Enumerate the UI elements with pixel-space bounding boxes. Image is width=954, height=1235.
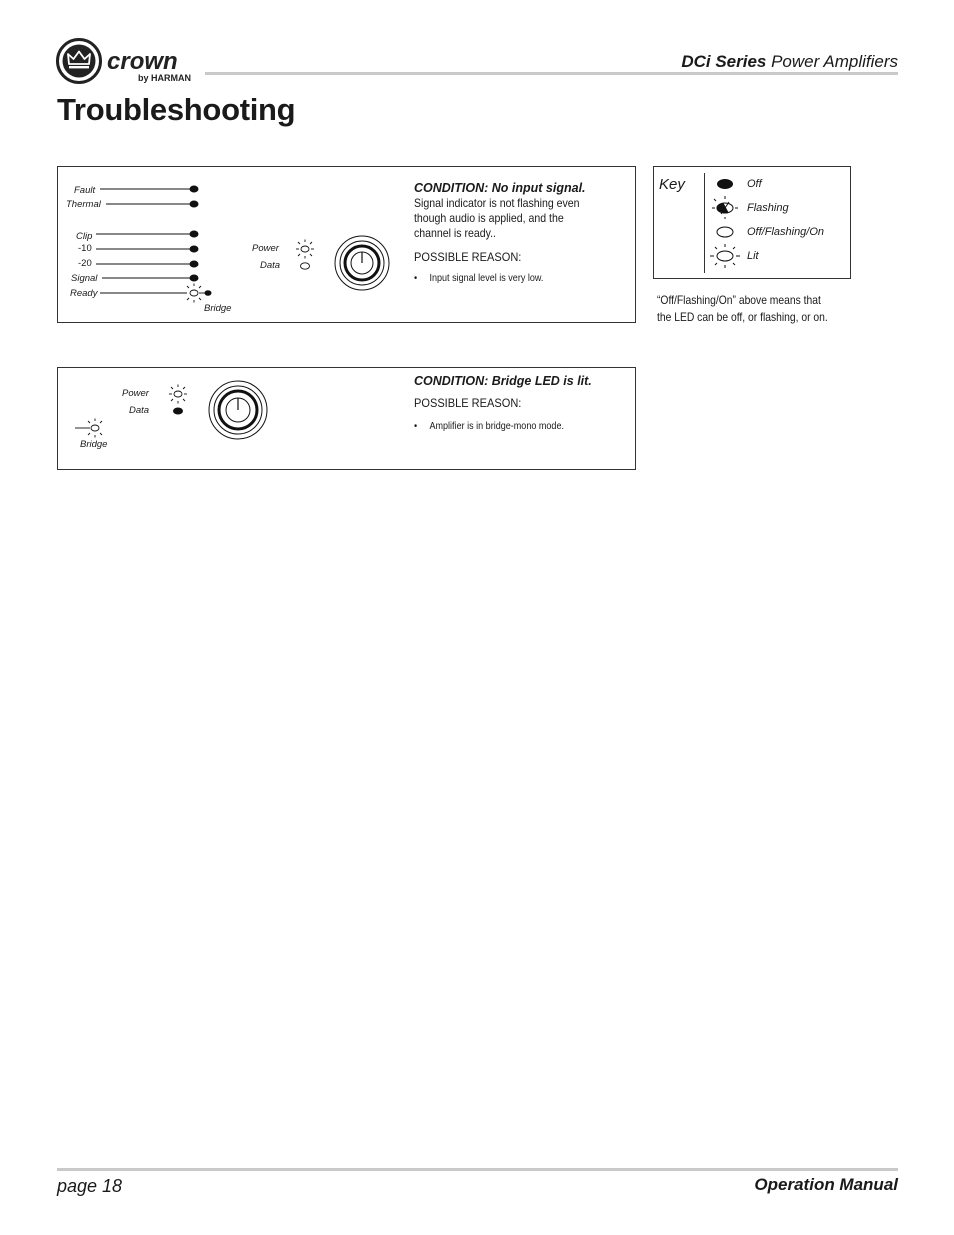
reason-item: • Input signal level is very low. (414, 272, 544, 284)
power-led-icon (169, 385, 187, 404)
condition-title: CONDITION: Bridge LED is lit. (414, 374, 592, 388)
key-label-off-flashing-on: Off/Flashing/On (747, 226, 825, 238)
power-knob-icon (335, 236, 389, 290)
bridge-label: Bridge (80, 439, 108, 450)
power-led-icon (296, 240, 314, 259)
series-name: DCi Series (681, 52, 767, 71)
minus10-led-icon (190, 246, 198, 252)
condition-panel-bridge (57, 367, 636, 470)
page-title: Troubleshooting (57, 92, 296, 127)
data-led-icon (173, 408, 183, 415)
led-key (653, 166, 851, 279)
data-label: Data (129, 405, 150, 416)
power-label: Power (122, 388, 149, 399)
signal-label: Signal (71, 273, 98, 284)
key-note: “Off/Flashing/On” above means that the LED can be off, or flashing, or on. (657, 293, 828, 324)
header-rule (205, 72, 898, 75)
fault-led-icon (190, 186, 198, 192)
page-number: page 18 (57, 1176, 123, 1196)
off-led-icon (717, 179, 733, 189)
footer-rule (57, 1168, 898, 1171)
crown-emblem-icon (55, 37, 210, 87)
flashing-led-icon (712, 196, 738, 219)
thermal-label: Thermal (66, 199, 101, 210)
key-title: Key (659, 176, 685, 193)
condition-panel-no-input (57, 166, 636, 323)
logo-byline: by HARMAN (138, 73, 191, 83)
clip-label: Clip (76, 231, 93, 242)
fault-label: Fault (74, 185, 96, 196)
clip-led-icon (190, 231, 198, 237)
condition-description: Signal indicator is not flashing even though audio is applied, and the channel is ready.. (414, 196, 580, 240)
power-knob-icon (209, 381, 267, 439)
key-label-flashing: Flashing (747, 202, 789, 214)
reason-item: • Amplifier is in bridge-mono mode. (414, 420, 564, 432)
bridge-led-icon (75, 419, 102, 438)
key-label-lit: Lit (747, 250, 759, 262)
data-led-icon (301, 263, 310, 269)
possible-reason-label: POSSIBLE REASON: (414, 250, 522, 264)
series-title (681, 52, 898, 72)
minus20-label: -20 (78, 258, 92, 269)
lit-led-icon (710, 244, 740, 268)
thermal-led-icon (190, 201, 198, 207)
minus10-label: -10 (78, 243, 92, 254)
ready-led-icon (187, 284, 201, 303)
possible-reason-label: POSSIBLE REASON: (414, 396, 522, 410)
logo-wordmark: crown (107, 48, 178, 75)
bridge-label: Bridge (204, 303, 232, 314)
minus20-led-icon (190, 261, 198, 267)
signal-led-icon (190, 275, 198, 281)
manual-title: Operation Manual (754, 1175, 898, 1194)
series-subtitle: Power Amplifiers (771, 52, 898, 71)
power-label: Power (252, 243, 279, 254)
data-label: Data (260, 260, 281, 271)
condition-title: CONDITION: No input signal. (414, 181, 586, 195)
ready-label: Ready (70, 288, 98, 299)
crown-logo (55, 37, 210, 87)
off-flashing-on-led-icon (717, 227, 733, 237)
key-label-off: Off (747, 178, 762, 190)
bridge-led-icon (205, 290, 212, 296)
